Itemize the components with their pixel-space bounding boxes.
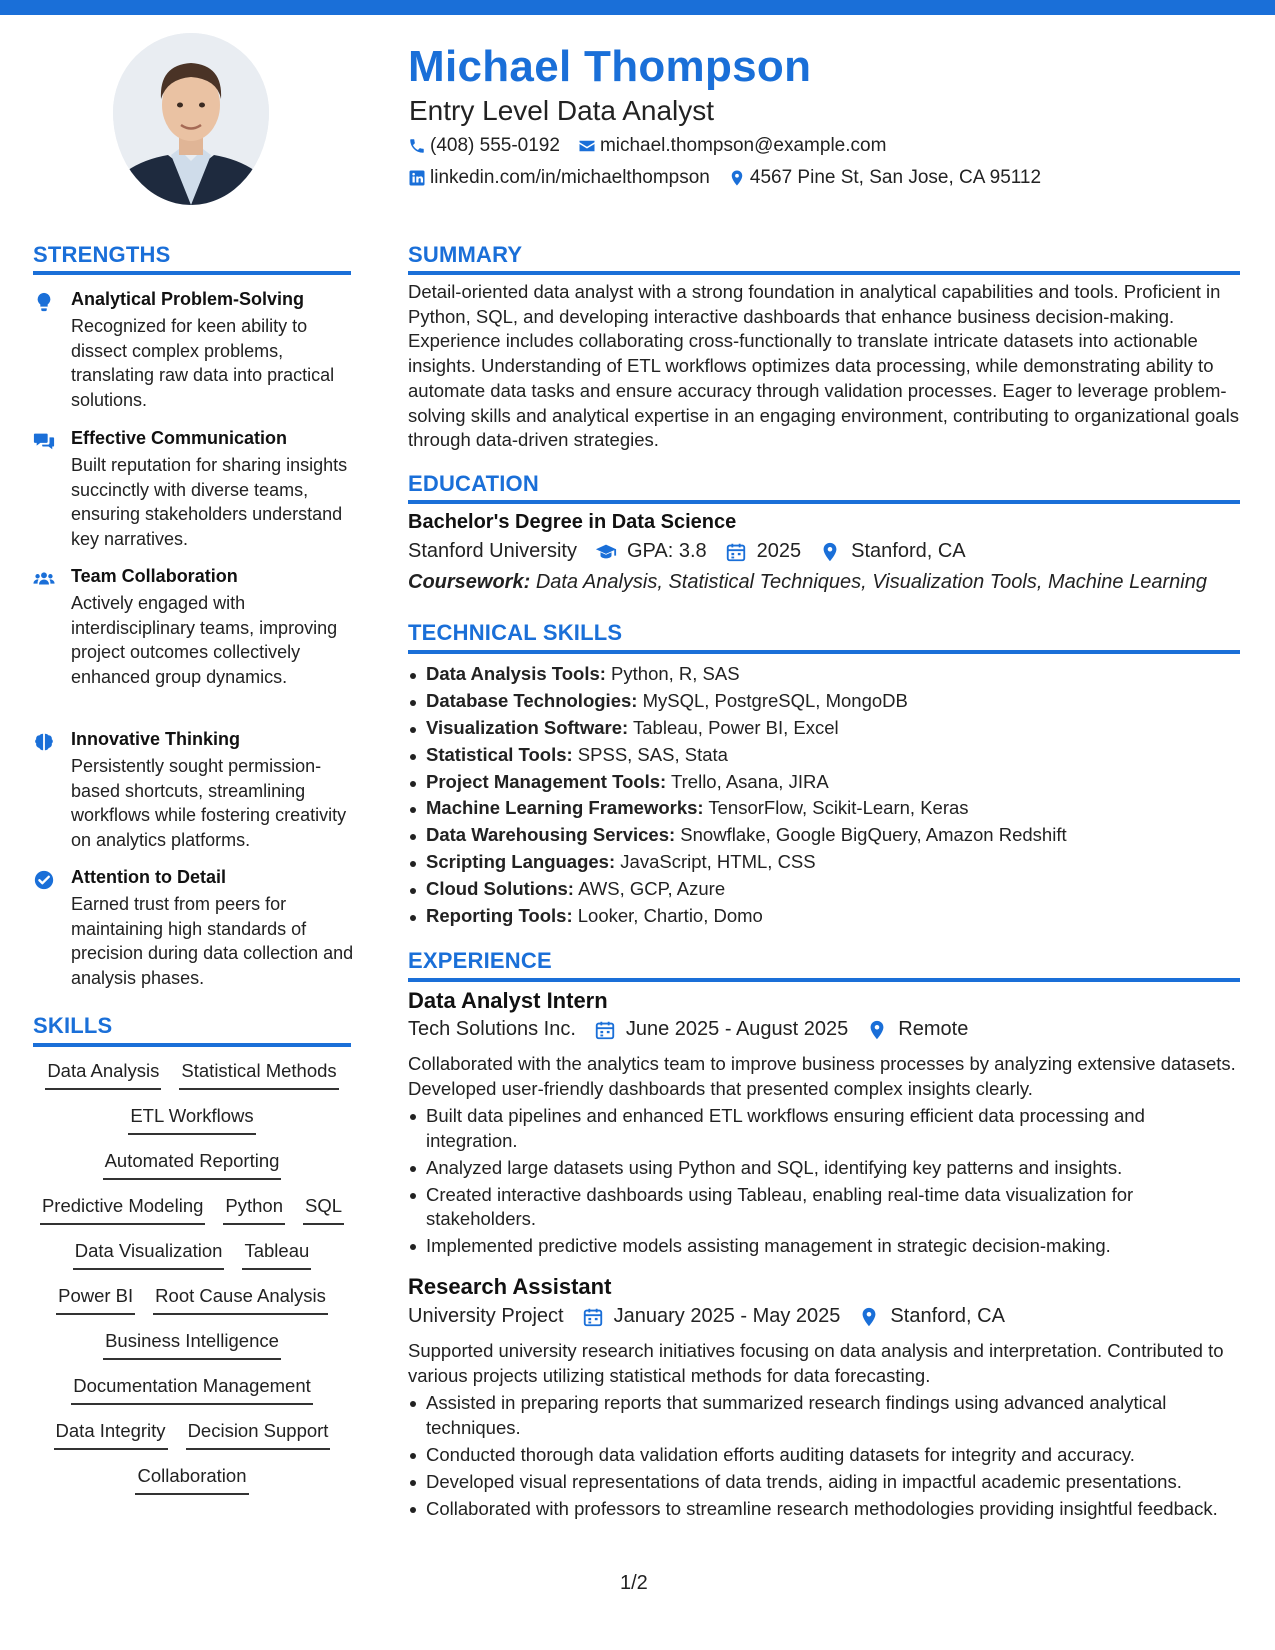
linkedin-icon bbox=[408, 169, 426, 187]
list-item: Assisted in preparing reports that summarized research findings using advanced analytical techniques. bbox=[408, 1391, 1240, 1440]
map-pin-icon bbox=[866, 1019, 888, 1041]
list-item bbox=[408, 849, 1240, 876]
map-pin-icon bbox=[728, 169, 746, 187]
page-number: 1/2 bbox=[620, 1572, 648, 1594]
summary-heading: SUMMARY bbox=[408, 242, 523, 267]
strength-desc: Recognized for keen ability to dissect complex problems, translating raw data into practical solutions. bbox=[71, 316, 335, 410]
skill-row bbox=[33, 1105, 351, 1150]
skill-row bbox=[33, 1150, 351, 1195]
skill-values: AWS, GCP, Azure bbox=[578, 878, 726, 900]
list-item: Collaborated with professors to streamline research methodologies providing insightful feedback. bbox=[408, 1497, 1240, 1522]
list-item: Conducted thorough data validation efforts auditing datasets for integrity and accuracy. bbox=[408, 1443, 1240, 1468]
users-icon bbox=[33, 568, 55, 590]
skills-heading: SKILLS bbox=[33, 1013, 113, 1038]
skill-tag: Collaboration bbox=[135, 1465, 248, 1495]
job-meta bbox=[408, 1018, 968, 1041]
profile-photo-illustration bbox=[113, 33, 269, 205]
skill-values: Looker, Chartio, Domo bbox=[577, 905, 763, 927]
strength-title: Effective Communication bbox=[71, 428, 288, 448]
calendar-icon bbox=[582, 1306, 604, 1328]
email-text: michael.thompson@example.com bbox=[599, 135, 887, 156]
address-text: 4567 Pine St, San Jose, CA 95112 bbox=[749, 167, 1042, 188]
lightbulb-icon bbox=[33, 291, 55, 313]
contact-row-2 bbox=[408, 167, 1041, 189]
job-bullets bbox=[408, 1391, 1240, 1524]
graduation-cap-icon bbox=[595, 541, 617, 563]
list-item bbox=[408, 822, 1240, 849]
strengths-rule bbox=[33, 271, 351, 275]
list-item: Developed visual representations of data trends, aiding in impactful academic presentations. bbox=[408, 1470, 1240, 1495]
check-circle-icon bbox=[33, 869, 55, 891]
strength-title: Team Collaboration bbox=[71, 566, 238, 586]
coursework-label: Coursework: bbox=[408, 571, 531, 593]
job-location: Remote bbox=[898, 1018, 969, 1040]
job-title: Research Assistant bbox=[408, 1274, 612, 1299]
skill-row bbox=[33, 1330, 351, 1375]
top-accent-bar bbox=[0, 0, 1275, 15]
list-item bbox=[408, 876, 1240, 903]
skill-tag: Data Analysis bbox=[45, 1060, 161, 1090]
skill-tag: Power BI bbox=[56, 1285, 135, 1315]
job-location: Stanford, CA bbox=[890, 1305, 1005, 1327]
school-location: Stanford, CA bbox=[851, 540, 966, 562]
skill-category: Project Management Tools: bbox=[426, 770, 667, 792]
technical-skills-rule bbox=[408, 650, 1240, 654]
coursework-line bbox=[408, 571, 1207, 594]
skill-tag: Business Intelligence bbox=[103, 1330, 281, 1360]
list-item bbox=[408, 795, 1240, 822]
skill-values: MySQL, PostgreSQL, MongoDB bbox=[642, 689, 908, 711]
skill-tag: Decision Support bbox=[186, 1420, 331, 1450]
job-description: Supported university research initiatives focusing on data analysis and interpretation. Contributed to various projects utilizing statistical methods for data forecasting. bbox=[408, 1340, 1224, 1386]
skill-values: SPSS, SAS, Stata bbox=[577, 743, 728, 765]
skill-category: Statistical Tools: bbox=[426, 743, 573, 765]
skill-values: JavaScript, HTML, CSS bbox=[620, 851, 816, 873]
list-item: Implemented predictive models assisting management in strategic decision-making. bbox=[408, 1234, 1240, 1259]
email-contact[interactable] bbox=[578, 135, 886, 157]
technical-skills-heading: TECHNICAL SKILLS bbox=[408, 620, 623, 645]
degree-title: Bachelor's Degree in Data Science bbox=[408, 511, 737, 533]
list-item bbox=[408, 661, 1240, 688]
school-name: Stanford University bbox=[408, 540, 577, 562]
summary-text: Detail-oriented data analyst with a strong foundation in analytical capabilities and tools. Proficient in Python, SQL, and developing interactive dashboards that enhance business decision-making. Experience includes collaborating cross-functionally to translate intricate datasets into actionable insights. Understanding of ETL workflows optimizes data processing, while demonstrating ability to automate data tasks and ensure accuracy through validation processes. Eager to leverage problem-solving skills and analytical expertise in an engaging environment, contributing to organizational goals through data-driven strategies. bbox=[408, 281, 1239, 451]
list-item: Created interactive dashboards using Tableau, enabling real-time data visualization for stakeholders. bbox=[408, 1183, 1240, 1232]
education-meta bbox=[408, 540, 966, 563]
strength-title: Innovative Thinking bbox=[71, 729, 241, 749]
calendar-icon bbox=[725, 541, 747, 563]
skill-tag: Data Visualization bbox=[73, 1240, 225, 1270]
strength-title: Attention to Detail bbox=[71, 867, 226, 887]
list-item bbox=[408, 742, 1240, 769]
skill-category: Data Warehousing Services: bbox=[426, 824, 676, 846]
list-item bbox=[408, 715, 1240, 742]
list-item bbox=[408, 903, 1240, 930]
skill-tag: Automated Reporting bbox=[103, 1150, 282, 1180]
skill-tag: ETL Workflows bbox=[128, 1105, 255, 1135]
strengths-heading: STRENGTHS bbox=[33, 242, 171, 267]
skill-tag: SQL bbox=[303, 1195, 344, 1225]
comments-icon bbox=[33, 430, 55, 452]
gpa-text: GPA: 3.8 bbox=[626, 540, 707, 562]
skill-row bbox=[33, 1195, 351, 1240]
strength-desc: Built reputation for sharing insights succinctly with diverse teams, ensuring stakeholders understand key narratives. bbox=[71, 455, 348, 549]
list-item: Built data pipelines and enhanced ETL workflows ensuring efficient data processing and integration. bbox=[408, 1104, 1240, 1153]
phone-icon bbox=[408, 137, 426, 155]
phone-contact[interactable] bbox=[408, 135, 560, 157]
skill-category: Cloud Solutions: bbox=[426, 878, 574, 900]
skill-category: Reporting Tools: bbox=[426, 905, 573, 927]
skill-tag: Documentation Management bbox=[71, 1375, 313, 1405]
experience-heading: EXPERIENCE bbox=[408, 948, 552, 973]
skill-values: TensorFlow, Scikit-Learn, Keras bbox=[708, 797, 969, 819]
skill-tag: Tableau bbox=[242, 1240, 311, 1270]
skill-row bbox=[33, 1465, 351, 1510]
strength-title: Analytical Problem-Solving bbox=[71, 289, 305, 309]
list-item: Analyzed large datasets using Python and SQL, identifying key patterns and insights. bbox=[408, 1156, 1240, 1181]
strength-desc: Earned trust from peers for maintaining high standards of precision during data collection and analysis phases. bbox=[71, 894, 354, 988]
skill-row bbox=[33, 1240, 351, 1285]
skills-tag-cloud bbox=[33, 1060, 351, 1510]
strength-desc: Actively engaged with interdisciplinary teams, improving project outcomes collectively enhanced group dynamics. bbox=[71, 593, 338, 687]
profile-photo bbox=[113, 33, 269, 205]
job-meta bbox=[408, 1305, 1005, 1328]
map-pin-icon bbox=[819, 541, 841, 563]
job-dates: June 2025 - August 2025 bbox=[625, 1018, 849, 1040]
skill-row bbox=[33, 1060, 351, 1105]
job-dates: January 2025 - May 2025 bbox=[613, 1305, 841, 1327]
candidate-title: Entry Level Data Analyst bbox=[409, 95, 715, 126]
technical-skills-list bbox=[408, 661, 1240, 930]
skill-category: Scripting Languages: bbox=[426, 851, 616, 873]
company-name: Tech Solutions Inc. bbox=[408, 1018, 576, 1040]
skill-tag: Data Integrity bbox=[54, 1420, 168, 1450]
map-pin-icon bbox=[858, 1306, 880, 1328]
skill-values: Snowflake, Google BigQuery, Amazon Redshift bbox=[680, 824, 1067, 846]
company-name: University Project bbox=[408, 1305, 564, 1327]
skill-row bbox=[33, 1285, 351, 1330]
contact-row-1 bbox=[408, 135, 886, 157]
skill-tag: Predictive Modeling bbox=[40, 1195, 205, 1225]
education-rule bbox=[408, 500, 1240, 504]
skill-row bbox=[33, 1375, 351, 1420]
linkedin-contact[interactable] bbox=[408, 167, 710, 189]
phone-text: (408) 555-0192 bbox=[430, 135, 560, 156]
calendar-icon bbox=[594, 1019, 616, 1041]
education-heading: EDUCATION bbox=[408, 471, 539, 496]
address-contact bbox=[728, 167, 1041, 189]
coursework-text: Data Analysis, Statistical Techniques, Visualization Tools, Machine Learning bbox=[535, 571, 1207, 593]
skill-tag: Python bbox=[223, 1195, 285, 1225]
list-item bbox=[408, 688, 1240, 715]
skill-values: Python, R, SAS bbox=[611, 663, 740, 684]
job-bullets bbox=[408, 1104, 1240, 1261]
graduation-year: 2025 bbox=[756, 540, 802, 562]
skill-category: Data Analysis Tools: bbox=[426, 663, 606, 684]
brain-icon bbox=[33, 731, 55, 753]
skill-category: Visualization Software: bbox=[426, 716, 629, 738]
skill-row bbox=[33, 1420, 351, 1465]
skill-values: Tableau, Power BI, Excel bbox=[633, 716, 839, 738]
skill-category: Database Technologies: bbox=[426, 689, 638, 711]
skill-tag: Root Cause Analysis bbox=[153, 1285, 328, 1315]
list-item bbox=[408, 769, 1240, 796]
summary-rule bbox=[408, 271, 1240, 275]
strength-desc: Persistently sought permission-based shortcuts, streamlining workflows while fostering creativity on analytics platforms. bbox=[71, 756, 347, 850]
skill-category: Machine Learning Frameworks: bbox=[426, 797, 704, 819]
skills-rule bbox=[33, 1043, 351, 1047]
envelope-icon bbox=[578, 137, 596, 155]
job-title: Data Analyst Intern bbox=[408, 988, 608, 1013]
experience-rule bbox=[408, 978, 1240, 982]
linkedin-text: linkedin.com/in/michaelthompson bbox=[430, 167, 710, 188]
skill-tag: Statistical Methods bbox=[179, 1060, 338, 1090]
job-description: Collaborated with the analytics team to improve business processes by analyzing extensive datasets. Developed user-friendly dashboards that presented complex insights clearly. bbox=[408, 1053, 1236, 1099]
skill-values: Trello, Asana, JIRA bbox=[671, 770, 829, 792]
candidate-name: Michael Thompson bbox=[408, 42, 812, 91]
